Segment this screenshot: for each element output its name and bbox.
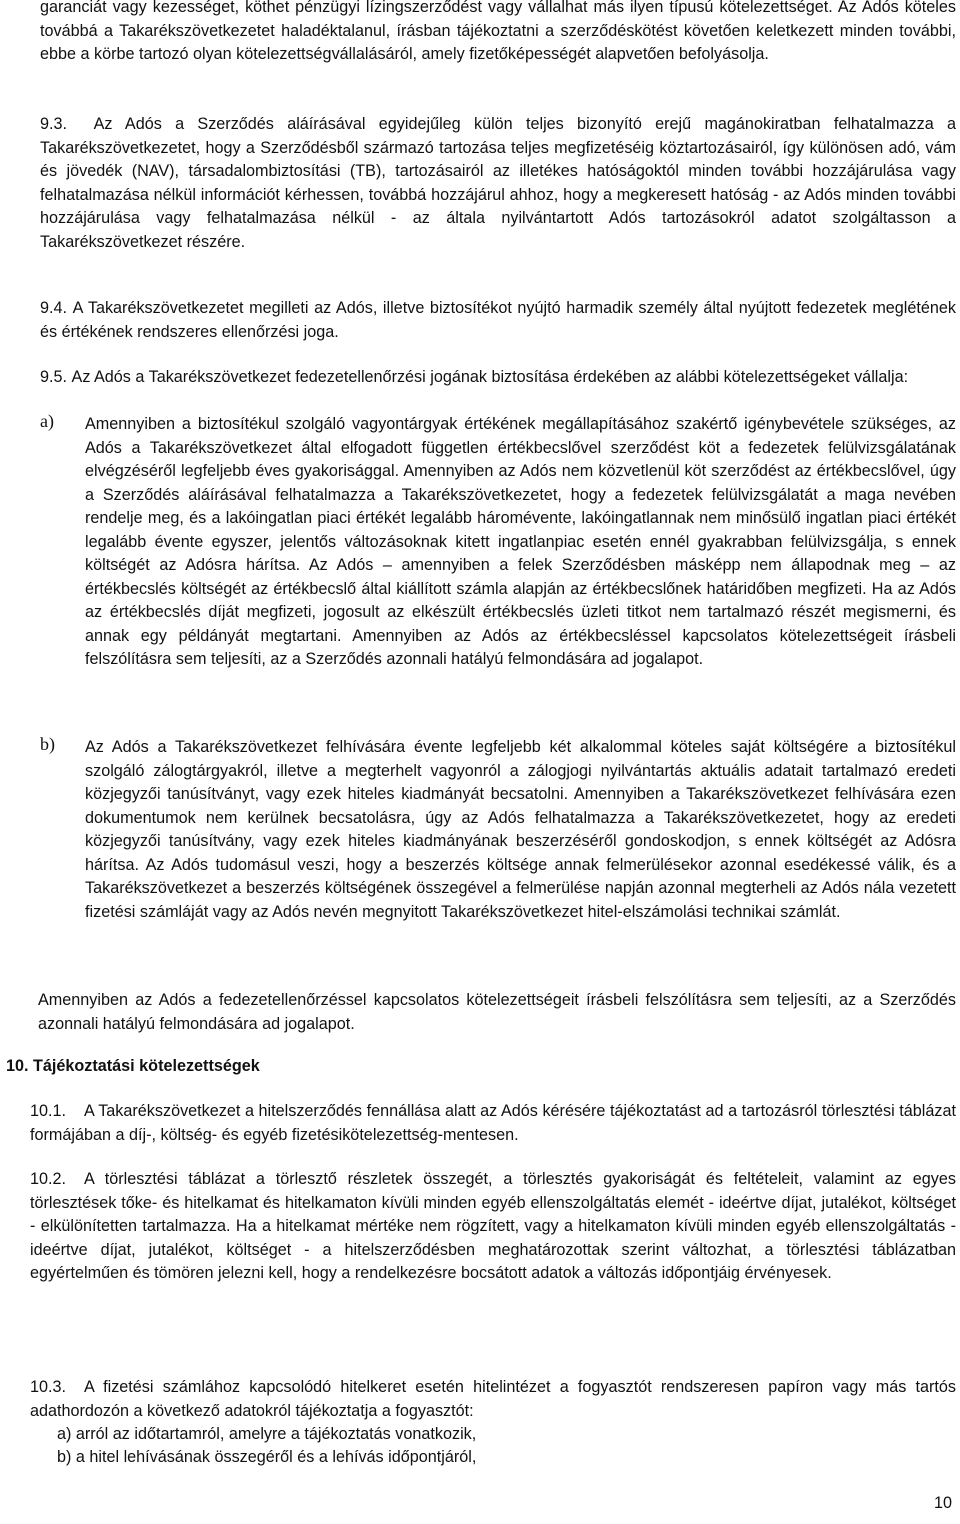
page-number: 10 [933,1494,952,1512]
section-number: 9.4. [40,299,68,317]
section-10-3 [30,1376,956,1423]
section-text: A Takarékszövetkezetet megilleti az Adós, illetve biztosítékot nyújtó harmadik személy által nyújtott fedezetek meglétének és értékének rendszeres ellenőrzési joga. [40,299,957,341]
item-b-text: Az Adós a Takarékszövetkezet felhívására évente legfeljebb két alkalommal köteles saját költségére a biztosítékul szolgáló zálogtárgyakról, illetve a megterhelt vagyonról a zálogjogi nyilvántartás aktuális adatait tartalmazó eredeti közjegyzői tanúsítványt, vagy ezek hiteles kiadmányát becsatolni. Amennyiben a Takarékszövetkezet felhívására ezen dokumentumok nem kerülnek becsatolásra, úgy az Adós felhatalmazza a Takarékszövetkezetet, hogy az eredeti közjegyzői tanúsítvány, vagy ezek hiteles kiadmányának beszerzéséről gondoskodjon, s ennek költségét az Adósra hárítsa. Az Adós tudomásul veszi, hogy a beszerzés költsége annak felmerülésekor azonnal esedékessé válik, és a Takarékszövetkezet a beszerzés költségének összegével a felmerülése napján azonnal megterheli az Adós nála vezetett fizetési számláját vagy az Adós nevén megnyitott Takarékszövetkezet hitel-elszámolási technikai számlát. [85,738,956,921]
section-text: Az Adós a Takarékszövetkezet fedezetellenőrzési jogának biztosítása érdekében az alábbi kötelezettségeket vállalja: [71,368,909,386]
intro-paragraph: garanciát vagy kezességet, köthet pénzügyi lízingszerződést vagy vállalhat más ilyen típusú kötelezettséget. Az Adós köteles továbbá a Takarékszövetkezetet haladéktalanul, írásban tájékoztatni a szerződéskötést követően keletkezett minden további, ebbe a körbe tartozó olyan kötelezettségvállalásáról, amely fizetőképességét alapvetően befolyásolja. [40,0,956,63]
section-9-5-closing: Amennyiben az Adós a fedezetellenőrzéssel kapcsolatos kötelezettségeit írásbeli felszólításra sem teljesíti, az a Szerződés azonnali hatályú felmondására ad jogalapot. [38,991,956,1033]
section-number: 10.1. [30,1102,67,1120]
section-text: A törlesztési táblázat a törlesztő részletek összegét, a törlesztés gyakoriságát és feltételeit, valamint az egyes törlesztések tőke- és hitelkamat és hitelkamaton kívüli minden egyéb ellenszolgáltatás elemét - ideértve díjat, jutalékot, költséget - elkülönítetten tartalmazza. Ha a hitelkamat mértéke nem rögzített, vagy a hitelkamaton kívüli minden egyéb ellenszolgáltatás - ideértve díjat, jutalékot, költséget - a hitelszerződésben meghatározottak szerint változhat, a törlesztési táblázatban egyértelműen és tömören jelezni kell, hogy a rendelkezésre bocsátott adatok a változás időpontjáig érvényesek. [30,1170,956,1282]
section-10-2 [30,1168,956,1286]
item-a-text: Amennyiben a biztosítékul szolgáló vagyontárgyak értékének megállapításához szakértő igénybevétele szükséges, az Adós a Takarékszövetkezet által elfogadott független értékbecslővel szerződést köt a fedezetek felülvizsgálatának elvégzéséről legfeljebb éves gyakorisággal. Amennyiben az Adós nem közvetlenül köt szerződést az értékbecslővel, úgy a Szerződés aláírásával felhatalmazza a Takarékszövetkezetet, hogy a fedezetek felülvizsgálatát a maga nevében rendelje meg, és a lakóingatlan piaci értékét legalább háromévente, lakóingatlannak nem minősülő ingatlan piaci értékét legalább évente egyszer, jelentős változásoknak kitett ingatlanpiac esetén ennél gyakrabban felülvizsgálja, s ennek költségét az Adósra hárítsa. Az Adós – amennyiben a felek Szerződésben másképp nem állapodnak meg – az értékbecslés költségét az értékbecslő által kiállított számla alapján az értékbecslőnek határidőben megfizeti. Ha az Adós az értékbecslés díját megfizeti, jogosult az elkészült értékbecslés üzleti titkot nem tartalmazó részét megismerni, és annak egy példányát megtartani. Amennyiben az Adós az értékbecsléssel kapcsolatos kötelezettségeit írásbeli felszólításra sem teljesíti, az a Szerződés azonnali hatályú felmondására ad jogalapot. [85,415,956,668]
section-10-3-item-a: a) arról az időtartamról, amelyre a tájékoztatás vonatkozik, [57,1425,477,1443]
section-text: A Takarékszövetkezet a hitelszerződés fennállása alatt az Adós kérésére tájékoztatást ad a tartozásról törlesztési táblázat formájában a díj-, költség- és egyéb fizetésikötelezettség-mentesen. [30,1102,956,1144]
section-text: Az Adós a Szerződés aláírásával egyidejűleg külön teljes bizonyító erejű magánokiratban felhatalmazza a Takarékszövetkezetet, hogy a Szerződésből származó tartozása teljes megfizetéséig köztartozásairól, így különösen adó, vám és jövedék (NAV), társadalombiztosítási (TB), tartozásairól az illetékes hatóságoktól minden további hozzájárulása vagy felhatalmazása nélkül információt kérhessen, továbbá hozzájárul ahhoz, hogy a megkeresett hatóság - az Adós minden további hozzájárulása vagy felhatalmazása nélkül - az általa nyilvántartott Adós tartozásokról adatot szolgáltasson a Takarékszövetkezet részére. [40,115,957,251]
heading-title: Tájékoztatási kötelezettségek [33,1057,260,1075]
item-letter-b: b) [40,734,55,754]
section-9-5 [40,366,956,390]
section-10-heading [6,1055,260,1079]
heading-number: 10. [6,1057,29,1075]
section-9-3 [40,113,956,254]
section-number: 10.2. [30,1170,67,1188]
section-9-4 [40,297,956,344]
section-number: 9.5. [40,368,68,386]
section-number: 9.3. [40,115,68,133]
section-text: A fizetési számlához kapcsolódó hitelkeret esetén hitelintézet a fogyasztót rendszeresen papíron vagy más tartós adathordozón a következő adatokról tájékoztatja a fogyasztót: [30,1378,956,1420]
section-number: 10.3. [30,1378,67,1396]
item-letter-a: a) [40,411,54,431]
section-10-1 [30,1100,956,1147]
section-10-3-item-b: b) a hitel lehívásának összegéről és a lehívás időpontjáról, [57,1448,477,1466]
